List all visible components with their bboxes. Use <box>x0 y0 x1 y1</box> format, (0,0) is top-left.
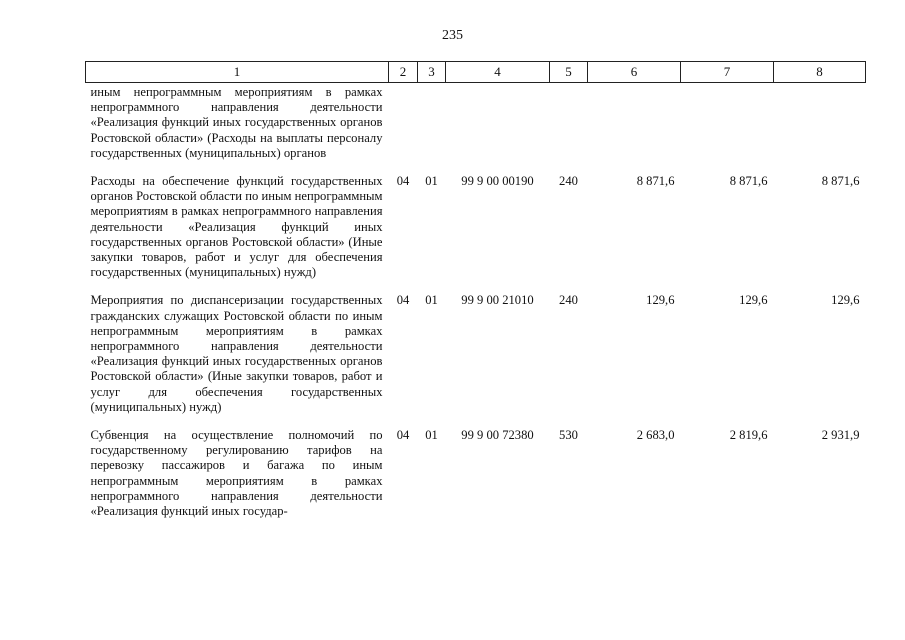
row-section-code: 04 <box>396 293 410 308</box>
row-amount-year2: 129,6 <box>739 293 768 308</box>
table-row <box>86 428 866 519</box>
column-header-6: 6 <box>588 62 681 83</box>
row-subsection-code <box>418 83 446 175</box>
column-header-4: 4 <box>446 62 550 83</box>
row-expense-type <box>550 83 588 175</box>
row-amount-year1 <box>588 83 681 175</box>
row-amount-year3: 8 871,6 <box>821 174 860 189</box>
table-body <box>86 83 866 520</box>
row-target-article: 99 9 00 00190 <box>461 174 534 189</box>
header-row <box>86 62 866 83</box>
table-header <box>86 62 866 83</box>
table-row <box>86 174 866 293</box>
row-subsection-code: 01 <box>425 428 438 443</box>
row-description: Расходы на обеспечение функций государственных органов Ростовской области по иным непрограммным мероприятиям в рамках непрограммного направления деятельности «Реализация функций иных государственных органов Ростовской области» (Иные закупки товаров, работ и услуг для обеспечения государственных (муниципальных) нужд) <box>90 174 383 280</box>
row-amount-year1: 129,6 <box>646 293 675 308</box>
column-header-7: 7 <box>681 62 774 83</box>
row-amount-year2: 2 819,6 <box>729 428 768 443</box>
row-subsection-code: 01 <box>425 293 438 308</box>
row-section-code: 04 <box>396 174 410 189</box>
row-description: Субвенция на осуществление полномочий по государственному регулированию тарифов на перевозку пассажиров и багажа по иным непрограммным мероприятиям в рамках непрограммного направления деятельности «Реализация функций иных государ- <box>90 428 383 519</box>
page-number: 235 <box>442 28 463 43</box>
row-amount-year3: 129,6 <box>831 293 860 308</box>
row-expense-type: 240 <box>559 293 578 308</box>
row-description: иным непрограммным мероприятиям в рамках непрограммного направления деятельности «Реализация функций иных государственных органов Ростовской области» (Расходы на выплаты персоналу государственных (муниципальных) органов <box>90 85 383 160</box>
row-amount-year3: 2 931,9 <box>821 428 860 443</box>
row-amount-year3 <box>774 83 866 175</box>
row-amount-year2 <box>681 83 774 175</box>
row-description: Мероприятия по диспансеризации государственных гражданских служащих Ростовской области по иным непрограммным мероприятиям в рамках непрограммного направления деятельности «Реализация функций иных государственных органов Ростовской области» (Иные закупки товаров, работ и услуг для обеспечения государственных (муниципальных) нужд) <box>90 293 383 414</box>
row-amount-year1: 8 871,6 <box>636 174 675 189</box>
row-section-code: 04 <box>396 428 410 443</box>
column-header-2: 2 <box>389 62 418 83</box>
row-section-code <box>389 83 418 175</box>
table-row <box>86 83 866 175</box>
budget-table <box>85 61 866 519</box>
column-header-5: 5 <box>550 62 588 83</box>
row-amount-year1: 2 683,0 <box>636 428 675 443</box>
row-target-article: 99 9 00 21010 <box>461 293 534 308</box>
column-header-8: 8 <box>774 62 866 83</box>
row-amount-year2: 8 871,6 <box>729 174 768 189</box>
row-subsection-code: 01 <box>425 174 438 189</box>
column-header-1: 1 <box>86 62 389 83</box>
row-target-article: 99 9 00 72380 <box>461 428 534 443</box>
column-header-3: 3 <box>418 62 446 83</box>
row-expense-type: 530 <box>559 428 578 443</box>
row-expense-type: 240 <box>559 174 578 189</box>
table-row <box>86 293 866 428</box>
row-target-article <box>446 83 550 175</box>
